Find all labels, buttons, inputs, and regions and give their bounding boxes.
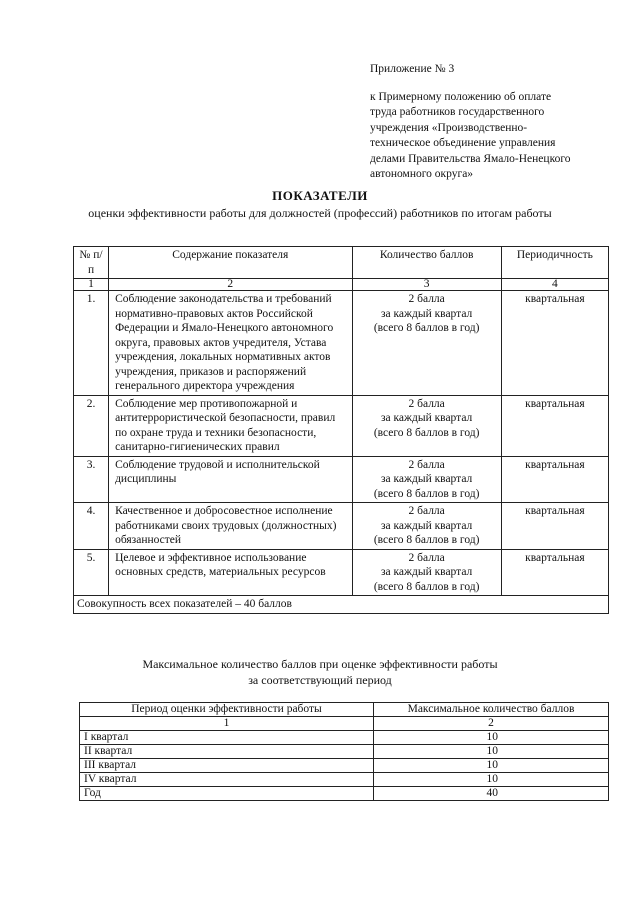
score-per: за каждый квартал [381, 566, 473, 578]
score-total: (всего 8 баллов в год) [373, 580, 480, 593]
indicators-table [73, 246, 609, 614]
score-per: за каждый квартал [381, 473, 473, 485]
column-number: 4 [501, 279, 608, 291]
table-header-row [74, 247, 609, 279]
document-title: ПОКАЗАТЕЛИ [272, 188, 368, 203]
period-label: III квартал [80, 759, 374, 773]
row-number: 3. [74, 456, 109, 503]
column-number: 1 [80, 717, 374, 731]
document-subtitle: оценки эффективности работы для должностей (профессий) работников по итогам работы [88, 206, 552, 220]
score-per: за каждый квартал [381, 519, 473, 532]
appendix-line: труда работников государственного [370, 106, 545, 118]
appendix-line: учреждения «Производственно- [370, 121, 528, 134]
table-header-row [80, 703, 609, 717]
appendix-line: делами Правительства Ямало-Ненецкого [370, 152, 571, 165]
table-row [74, 549, 609, 596]
table-row [80, 759, 609, 773]
row-score [352, 549, 501, 596]
row-score [352, 395, 501, 456]
period-label: II квартал [80, 745, 374, 759]
table-row [74, 291, 609, 396]
period-label: I квартал [80, 731, 374, 745]
row-period: квартальная [501, 395, 608, 456]
row-content: Целевое и эффективное использование основных средств, материальных ресурсов [109, 549, 352, 596]
score-total: (всего 8 баллов в год) [373, 426, 480, 439]
header-number: № п/п [74, 247, 109, 279]
score-points: 2 балла [408, 505, 445, 517]
max-points-heading-line: Максимальное количество баллов при оценке эффективности работы [142, 657, 498, 671]
appendix-line: техническое объединение управления [370, 137, 556, 149]
row-number: 5. [74, 549, 109, 596]
period-points: 40 [374, 787, 609, 801]
column-numbers-row [74, 279, 609, 291]
header-period: Периодичность [501, 247, 608, 279]
document-heading [0, 188, 640, 221]
row-number: 2. [74, 395, 109, 456]
appendix-block [370, 62, 620, 183]
row-number: 4. [74, 503, 109, 550]
row-period: квартальная [501, 549, 608, 596]
row-period: квартальная [501, 291, 608, 396]
score-total: (всего 8 баллов в год) [373, 487, 480, 500]
max-points-heading [0, 656, 640, 688]
row-score [352, 503, 501, 550]
score-total: (всего 8 баллов в год) [373, 322, 480, 334]
column-number: 1 [74, 279, 109, 291]
table-row [80, 787, 609, 801]
row-content: Соблюдение трудовой и исполнительской дисциплины [109, 456, 352, 503]
total-row [74, 596, 609, 614]
table-row [74, 503, 609, 550]
score-points: 2 балла [408, 293, 445, 305]
header-score: Количество баллов [352, 247, 501, 279]
appendix-number: Приложение № 3 [370, 63, 455, 75]
row-content: Соблюдение мер противопожарной и антитеррористической безопасности, правил по охране труда и техники безопасности, санитарно-гигиенических правил [109, 395, 352, 456]
row-period: квартальная [501, 503, 608, 550]
max-points-table [79, 702, 609, 801]
row-content: Соблюдение законодательства и требований нормативно-правовых актов Российской Федерации и Ямало-Ненецкого автономного округа, правовых актов учредителя, Устава учреждения, локальных нормативных актов учреждения, приказов и распоряжений генерального директора учреждения [109, 291, 352, 396]
column-number: 3 [352, 279, 501, 291]
table-row [80, 745, 609, 759]
row-score [352, 291, 501, 396]
column-numbers-row [80, 717, 609, 731]
score-per: за каждый квартал [381, 412, 473, 424]
period-label: IV квартал [80, 773, 374, 787]
score-points: 2 балла [408, 458, 445, 471]
total-text: Совокупность всех показателей – 40 баллов [74, 596, 609, 614]
row-period: квартальная [501, 456, 608, 503]
period-points: 10 [374, 773, 609, 787]
score-total: (всего 8 баллов в год) [373, 534, 480, 546]
header-period: Период оценки эффективности работы [80, 703, 374, 717]
appendix-line: к Примерному положению об оплате [370, 90, 552, 103]
period-points: 10 [374, 731, 609, 745]
row-content: Качественное и добросовестное исполнение работниками своих трудовых (должностных) обязанностей [109, 503, 352, 550]
header-max-points: Максимальное количество баллов [374, 703, 609, 717]
header-content: Содержание показателя [109, 247, 352, 279]
appendix-line: автономного округа» [370, 168, 474, 180]
score-points: 2 балла [408, 551, 445, 564]
table-row [80, 731, 609, 745]
score-points: 2 балла [408, 397, 445, 410]
max-points-heading-line: за соответствующий период [248, 673, 392, 687]
table-row [80, 773, 609, 787]
score-per: за каждый квартал [381, 307, 473, 320]
table-row [74, 395, 609, 456]
column-number: 2 [109, 279, 352, 291]
table-row [74, 456, 609, 503]
period-label: Год [80, 787, 374, 801]
column-number: 2 [374, 717, 609, 731]
row-score [352, 456, 501, 503]
period-points: 10 [374, 759, 609, 773]
period-points: 10 [374, 745, 609, 759]
row-number: 1. [74, 291, 109, 396]
